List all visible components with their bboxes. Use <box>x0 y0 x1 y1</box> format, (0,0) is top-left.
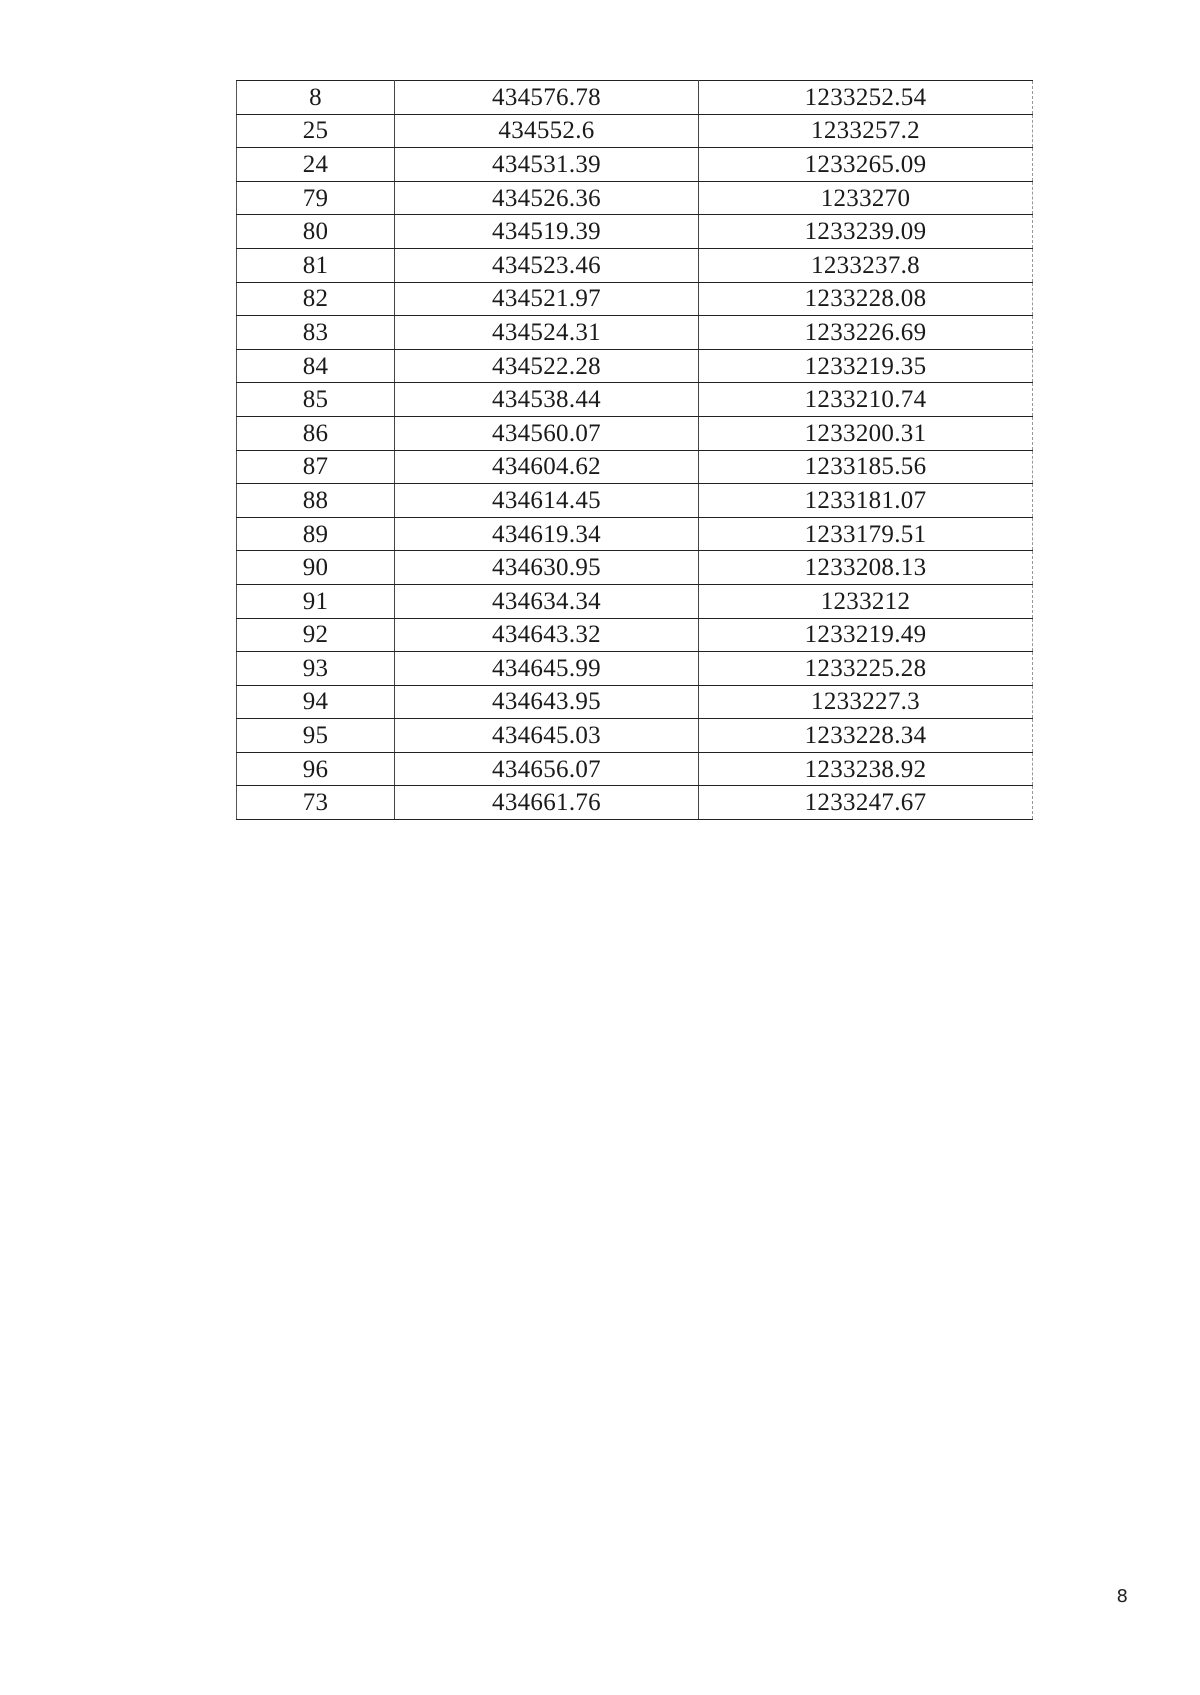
x-coordinate-cell: 434614.45 <box>395 484 699 518</box>
table-row <box>237 349 1033 383</box>
x-coordinate-cell: 434630.95 <box>395 551 699 585</box>
table-row <box>237 215 1033 249</box>
x-coordinate-cell: 434526.36 <box>395 181 699 215</box>
point-number-cell: 85 <box>237 383 395 417</box>
x-coordinate-cell: 434634.34 <box>395 584 699 618</box>
table-row <box>237 484 1033 518</box>
y-coordinate-cell: 1233179.51 <box>699 517 1033 551</box>
x-coordinate-cell: 434523.46 <box>395 248 699 282</box>
coordinates-table <box>236 80 1033 820</box>
y-coordinate-cell: 1233257.2 <box>699 114 1033 148</box>
point-number-cell: 86 <box>237 416 395 450</box>
y-coordinate-cell: 1233265.09 <box>699 148 1033 182</box>
x-coordinate-cell: 434661.76 <box>395 786 699 820</box>
x-coordinate-cell: 434524.31 <box>395 316 699 350</box>
table-row <box>237 652 1033 686</box>
y-coordinate-cell: 1233239.09 <box>699 215 1033 249</box>
coordinates-table-body <box>237 81 1033 820</box>
point-number-cell: 91 <box>237 584 395 618</box>
table-row <box>237 114 1033 148</box>
table-row <box>237 551 1033 585</box>
x-coordinate-cell: 434645.99 <box>395 652 699 686</box>
table-row <box>237 752 1033 786</box>
x-coordinate-cell: 434576.78 <box>395 81 699 115</box>
y-coordinate-cell: 1233228.34 <box>699 719 1033 753</box>
y-coordinate-cell: 1233208.13 <box>699 551 1033 585</box>
table-row <box>237 685 1033 719</box>
table-row <box>237 450 1033 484</box>
x-coordinate-cell: 434643.95 <box>395 685 699 719</box>
y-coordinate-cell: 1233219.49 <box>699 618 1033 652</box>
y-coordinate-cell: 1233200.31 <box>699 416 1033 450</box>
y-coordinate-cell: 1233212 <box>699 584 1033 618</box>
table-row <box>237 584 1033 618</box>
point-number-cell: 81 <box>237 248 395 282</box>
y-coordinate-cell: 1233225.28 <box>699 652 1033 686</box>
x-coordinate-cell: 434522.28 <box>395 349 699 383</box>
x-coordinate-cell: 434643.32 <box>395 618 699 652</box>
x-coordinate-cell: 434538.44 <box>395 383 699 417</box>
y-coordinate-cell: 1233210.74 <box>699 383 1033 417</box>
y-coordinate-cell: 1233270 <box>699 181 1033 215</box>
point-number-cell: 89 <box>237 517 395 551</box>
table-row <box>237 181 1033 215</box>
point-number-cell: 88 <box>237 484 395 518</box>
y-coordinate-cell: 1233185.56 <box>699 450 1033 484</box>
x-coordinate-cell: 434619.34 <box>395 517 699 551</box>
table-row <box>237 383 1033 417</box>
point-number-cell: 82 <box>237 282 395 316</box>
point-number-cell: 84 <box>237 349 395 383</box>
x-coordinate-cell: 434645.03 <box>395 719 699 753</box>
point-number-cell: 87 <box>237 450 395 484</box>
table-row <box>237 282 1033 316</box>
point-number-cell: 95 <box>237 719 395 753</box>
y-coordinate-cell: 1233252.54 <box>699 81 1033 115</box>
y-coordinate-cell: 1233227.3 <box>699 685 1033 719</box>
x-coordinate-cell: 434519.39 <box>395 215 699 249</box>
point-number-cell: 79 <box>237 181 395 215</box>
table-row <box>237 81 1033 115</box>
page-number: 8 <box>1116 1586 1128 1607</box>
y-coordinate-cell: 1233226.69 <box>699 316 1033 350</box>
point-number-cell: 93 <box>237 652 395 686</box>
y-coordinate-cell: 1233237.8 <box>699 248 1033 282</box>
table-row <box>237 416 1033 450</box>
x-coordinate-cell: 434521.97 <box>395 282 699 316</box>
point-number-cell: 90 <box>237 551 395 585</box>
table-row <box>237 316 1033 350</box>
point-number-cell: 80 <box>237 215 395 249</box>
point-number-cell: 8 <box>237 81 395 115</box>
x-coordinate-cell: 434604.62 <box>395 450 699 484</box>
point-number-cell: 96 <box>237 752 395 786</box>
point-number-cell: 73 <box>237 786 395 820</box>
point-number-cell: 83 <box>237 316 395 350</box>
point-number-cell: 24 <box>237 148 395 182</box>
x-coordinate-cell: 434552.6 <box>395 114 699 148</box>
table-row <box>237 719 1033 753</box>
point-number-cell: 25 <box>237 114 395 148</box>
table-row <box>237 248 1033 282</box>
table-row <box>237 618 1033 652</box>
x-coordinate-cell: 434560.07 <box>395 416 699 450</box>
table-row <box>237 148 1033 182</box>
table-row <box>237 517 1033 551</box>
y-coordinate-cell: 1233247.67 <box>699 786 1033 820</box>
table-row <box>237 786 1033 820</box>
y-coordinate-cell: 1233181.07 <box>699 484 1033 518</box>
y-coordinate-cell: 1233219.35 <box>699 349 1033 383</box>
point-number-cell: 94 <box>237 685 395 719</box>
y-coordinate-cell: 1233228.08 <box>699 282 1033 316</box>
x-coordinate-cell: 434656.07 <box>395 752 699 786</box>
point-number-cell: 92 <box>237 618 395 652</box>
y-coordinate-cell: 1233238.92 <box>699 752 1033 786</box>
x-coordinate-cell: 434531.39 <box>395 148 699 182</box>
